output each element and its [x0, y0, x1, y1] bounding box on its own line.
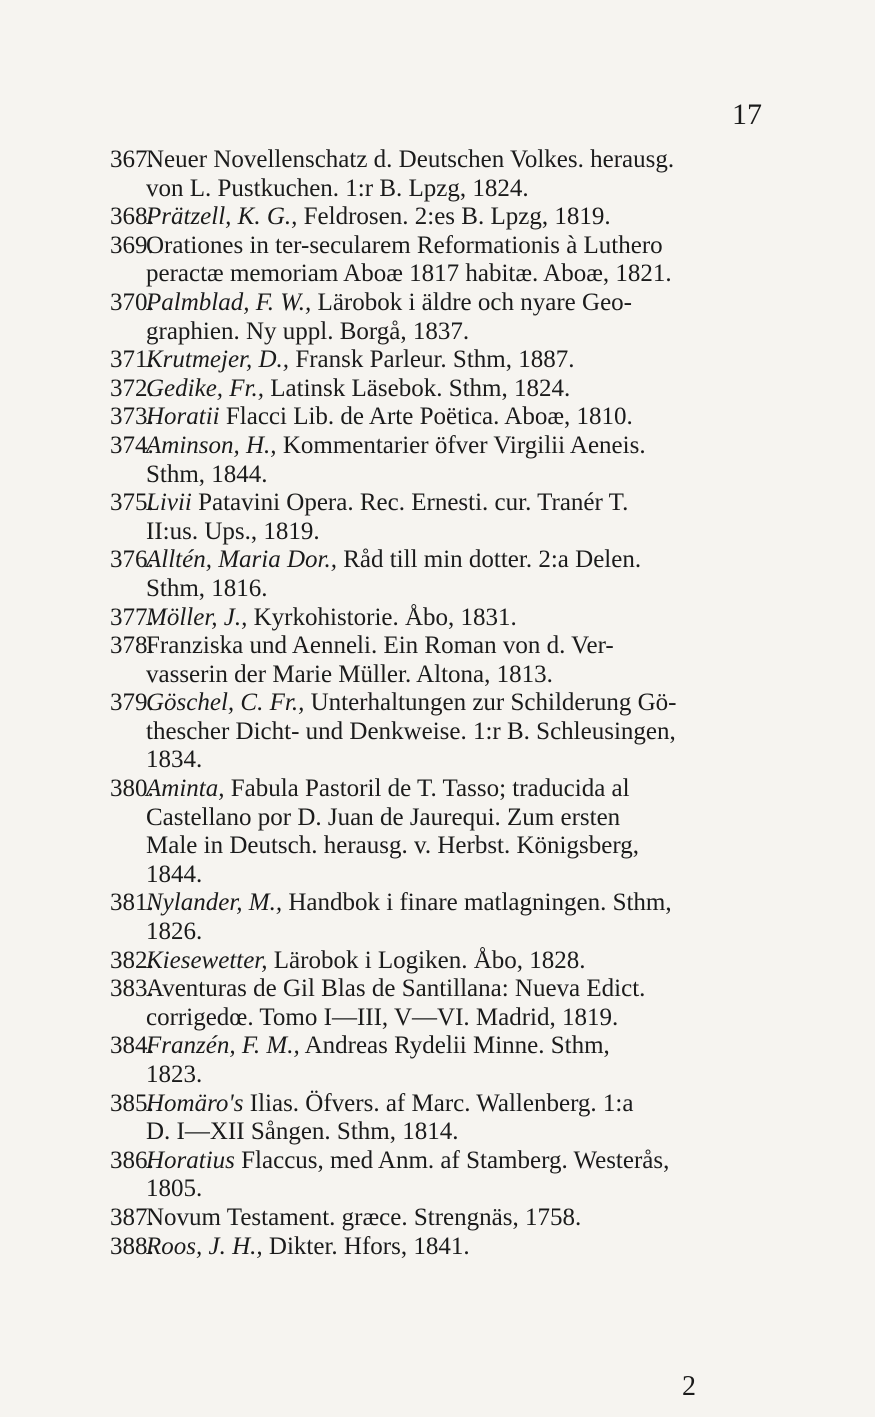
entry-number: 380.	[110, 775, 154, 803]
entry-line	[146, 203, 772, 232]
entry-number: 382.	[110, 946, 154, 974]
entry-text: Latinsk Läsebok. Sthm, 1824.	[264, 374, 571, 402]
entry-line	[146, 661, 772, 690]
entry-number: 383.	[110, 975, 154, 1003]
catalog-entries	[110, 146, 772, 1261]
entry-author: Livii	[146, 489, 192, 517]
entry-line	[146, 1233, 772, 1262]
entry-text: 1844.	[146, 860, 203, 888]
catalog-entry	[110, 546, 772, 603]
entry-number: 372.	[110, 374, 154, 402]
catalog-entry	[110, 403, 772, 432]
entry-text: Lärobok i äldre och nyare Geo-	[311, 288, 632, 316]
entry-author: Göschel, C. Fr.,	[146, 689, 305, 717]
entry-line	[146, 975, 772, 1004]
entry-text: Feldrosen. 2:es B. Lpzg, 1819.	[297, 203, 611, 231]
entry-text: Andreas Rydelii Minne. Sthm,	[299, 1032, 610, 1060]
signature-mark: 2	[682, 1371, 696, 1402]
entry-line	[146, 346, 772, 375]
entry-text: Franziska und Aenneli. Ein Roman von d. Ver-	[146, 632, 614, 660]
entry-number: 388.	[110, 1232, 154, 1260]
entry-line	[146, 461, 772, 490]
catalog-entry	[110, 1204, 772, 1233]
entry-author: Kiesewetter,	[146, 946, 268, 974]
entry-number: 381.	[110, 889, 154, 917]
entry-line	[146, 318, 772, 347]
entry-text: Lärobok i Logiken. Åbo, 1828.	[267, 946, 586, 974]
entry-line	[146, 260, 772, 289]
entry-text: Aventuras de Gil Blas de Santillana: Nueva Edict.	[146, 975, 646, 1003]
catalog-entry	[110, 1090, 772, 1147]
entry-line	[146, 1175, 772, 1204]
entry-author: Alltén, Maria Dor.,	[146, 546, 337, 574]
catalog-entry	[110, 203, 772, 232]
entry-author: Prätzell, K. G.,	[146, 203, 298, 231]
entry-line	[146, 1032, 772, 1061]
entry-line	[146, 1090, 772, 1119]
entry-line	[146, 746, 772, 775]
entry-number: 375.	[110, 489, 154, 517]
entry-text: 1805.	[146, 1175, 203, 1203]
entry-author: Möller, J.,	[146, 603, 248, 631]
entry-number: 369.	[110, 231, 154, 259]
entry-number: 384.	[110, 1032, 154, 1060]
entry-text: Flacci Lib. de Arte Poëtica. Aboæ, 1810.	[219, 403, 633, 431]
catalog-entry	[110, 489, 772, 546]
entry-text: Fransk Parleur. Sthm, 1887.	[289, 346, 575, 374]
catalog-entry	[110, 1032, 772, 1089]
entry-text: 1826.	[146, 918, 203, 946]
entry-line	[146, 375, 772, 404]
catalog-entry	[110, 146, 772, 203]
catalog-entry	[110, 604, 772, 633]
entry-text: II:us. Ups., 1819.	[146, 517, 320, 545]
entry-text: Novum Testament. græce. Strengnäs, 1758.	[146, 1203, 582, 1231]
entry-line	[146, 604, 772, 633]
entry-text: Råd till min dotter. 2:a Delen.	[336, 546, 642, 574]
entry-author: Horatius	[146, 1146, 235, 1174]
entry-line	[146, 947, 772, 976]
entry-number: 385.	[110, 1089, 154, 1117]
entry-text: Kommentarier öfver Virgilii Aeneis.	[276, 431, 646, 459]
entry-line	[146, 718, 772, 747]
entry-text: Dikter. Hfors, 1841.	[262, 1232, 470, 1260]
entry-text: Patavini Opera. Rec. Ernesti. cur. Tranér T.	[191, 489, 629, 517]
entry-line	[146, 403, 772, 432]
entry-line	[146, 518, 772, 547]
entry-text: Orationes in ter-secularem Reformationis à Luthero	[146, 231, 663, 259]
entry-author: Nylander, M.,	[146, 889, 283, 917]
entry-number: 387.	[110, 1203, 154, 1231]
entry-text: Fabula Pastoril de T. Tasso; traducida al	[224, 775, 630, 803]
entry-number: 378.	[110, 632, 154, 660]
entry-line	[146, 146, 772, 175]
entry-author: Aminson, H.,	[146, 431, 277, 459]
entry-line	[146, 175, 772, 204]
entry-text: Handbok i finare matlagningen. Sthm,	[282, 889, 672, 917]
entry-line	[146, 489, 772, 518]
entry-text: Flaccus, med Anm. af Stamberg. Westerås,	[234, 1146, 670, 1174]
entry-line	[146, 1147, 772, 1176]
entry-author: Horatii	[146, 403, 220, 431]
catalog-entry	[110, 775, 772, 889]
entry-text: Sthm, 1816.	[146, 574, 268, 602]
entry-author: Krutmejer, D.,	[146, 346, 290, 374]
page-number: 17	[732, 98, 762, 131]
entry-line	[146, 804, 772, 833]
entry-number: 367.	[110, 146, 154, 173]
entry-number: 377.	[110, 603, 154, 631]
entry-text: Unterhaltungen zur Schilderung Gö-	[304, 689, 677, 717]
catalog-entry	[110, 889, 772, 946]
entry-text: D. I—XII Sången. Sthm, 1814.	[146, 1118, 459, 1146]
entry-text: Neuer Novellenschatz d. Deutschen Volkes. herausg.	[146, 146, 675, 173]
entry-text: thescher Dicht- und Denkweise. 1:r B. Schleusingen,	[146, 717, 676, 745]
entry-text: Ilias. Öfvers. af Marc. Wallenberg. 1:a	[243, 1089, 634, 1117]
entry-number: 368.	[110, 203, 154, 231]
catalog-entry	[110, 346, 772, 375]
catalog-entry	[110, 689, 772, 775]
entry-line	[146, 775, 772, 804]
entry-text: von L. Pustkuchen. 1:r B. Lpzg, 1824.	[146, 174, 529, 202]
catalog-entry	[110, 1233, 772, 1262]
catalog-entry	[110, 1147, 772, 1204]
entry-text: vasserin der Marie Müller. Altona, 1813.	[146, 660, 553, 688]
entry-number: 374.	[110, 431, 154, 459]
entry-line	[146, 546, 772, 575]
entry-text: Kyrkohistorie. Åbo, 1831.	[247, 603, 517, 631]
catalog-entry	[110, 432, 772, 489]
entry-text: 1823.	[146, 1061, 203, 1088]
catalog-entry	[110, 375, 772, 404]
entry-number: 379.	[110, 689, 154, 717]
entry-text: corrigedœ. Tomo I—III, V—VI. Madrid, 1819.	[146, 1003, 619, 1031]
catalog-entry	[110, 975, 772, 1032]
entry-number: 371.	[110, 346, 154, 374]
entry-line	[146, 232, 772, 261]
catalog-entry	[110, 232, 772, 289]
entry-line	[146, 689, 772, 718]
entry-text: graphien. Ny uppl. Borgå, 1837.	[146, 317, 470, 345]
entry-number: 386.	[110, 1146, 154, 1174]
entry-line	[146, 861, 772, 890]
entry-line	[146, 575, 772, 604]
entry-text: Sthm, 1844.	[146, 460, 268, 488]
entry-line	[146, 289, 772, 318]
entry-number: 373.	[110, 403, 154, 431]
catalog-entry	[110, 632, 772, 689]
entry-line	[146, 432, 772, 461]
entry-number: 376.	[110, 546, 154, 574]
entry-text: 1834.	[146, 746, 203, 774]
entry-line	[146, 832, 772, 861]
entry-line	[146, 1004, 772, 1033]
entry-text: peractæ memoriam Aboæ 1817 habitæ. Aboæ, 1821.	[146, 260, 672, 288]
entry-line	[146, 632, 772, 661]
entry-author: Roos, J. H.,	[146, 1232, 263, 1260]
entry-number: 370.	[110, 288, 154, 316]
entry-line	[146, 918, 772, 947]
entry-text: Male in Deutsch. herausg. v. Herbst. Königsberg,	[146, 832, 639, 860]
catalog-entry	[110, 947, 772, 976]
entry-author: Gedike, Fr.,	[146, 374, 265, 402]
entry-line	[146, 1118, 772, 1147]
entry-line	[146, 1061, 772, 1090]
entry-line	[146, 889, 772, 918]
catalog-entry	[110, 289, 772, 346]
entry-author: Palmblad, F. W.,	[146, 288, 312, 316]
entry-text: Castellano por D. Juan de Jaurequi. Zum ersten	[146, 803, 621, 831]
entry-author: Homäro's	[146, 1089, 244, 1117]
entry-author: Aminta,	[146, 775, 225, 803]
entry-author: Franzén, F. M.,	[146, 1032, 300, 1060]
entry-line	[146, 1204, 772, 1233]
